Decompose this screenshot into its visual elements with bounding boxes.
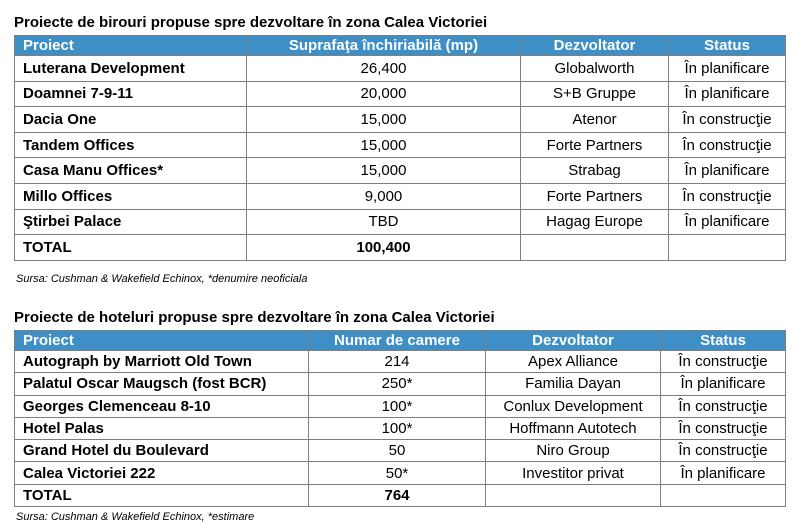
hotels-cell-developer: Hoffmann Autotech [486, 417, 661, 439]
hotels-cell-developer: Conlux Development [486, 395, 661, 417]
hotels-cell-status: În planificare [661, 373, 786, 395]
offices-cell-area: 15,000 [247, 107, 521, 133]
offices-header-project: Proiect [15, 36, 247, 56]
hotels-total-empty-cell [486, 484, 661, 506]
hotels-cell-project: Autograph by Marriott Old Town [15, 351, 309, 373]
table-row [15, 107, 786, 133]
offices-cell-area: 15,000 [247, 158, 521, 184]
table-row [15, 209, 786, 235]
hotels-header-project: Proiect [15, 331, 309, 351]
offices-cell-developer: Strabag [521, 158, 669, 184]
offices-cell-status: În planificare [669, 81, 786, 107]
hotels-cell-developer: Niro Group [486, 440, 661, 462]
hotels-cell-project: Georges Clemenceau 8-10 [15, 395, 309, 417]
hotels-cell-status: În construcţie [661, 417, 786, 439]
offices-cell-project: Luterana Development [15, 56, 247, 82]
table-row [15, 440, 786, 462]
offices-header-row [15, 36, 786, 56]
hotels-source-note: Sursa: Cushman & Wakefield Echinox, *estimare [16, 511, 255, 523]
offices-cell-developer: Hagag Europe [521, 209, 669, 235]
hotels-cell-status: În construcţie [661, 395, 786, 417]
offices-cell-project: Doamnei 7-9-11 [15, 81, 247, 107]
offices-header-area: Suprafaţa închiriabilă (mp) [247, 36, 521, 56]
offices-cell-developer: Forte Partners [521, 132, 669, 158]
table-row [15, 158, 786, 184]
offices-cell-status: În planificare [669, 56, 786, 82]
offices-cell-status: În construcţie [669, 183, 786, 209]
table-row [15, 81, 786, 107]
offices-cell-area: TBD [247, 209, 521, 235]
offices-cell-project: Ştirbei Palace [15, 209, 247, 235]
hotels-total-row [15, 484, 786, 506]
hotels-cell-status: În construcţie [661, 440, 786, 462]
offices-total-label: TOTAL [15, 235, 247, 261]
offices-total-empty-cell [669, 235, 786, 261]
hotels-header-row [15, 331, 786, 351]
table-row [15, 462, 786, 484]
offices-cell-developer: S+B Gruppe [521, 81, 669, 107]
offices-source-note: Sursa: Cushman & Wakefield Echinox, *denumire neoficiala [16, 273, 308, 285]
offices-total-row [15, 235, 786, 261]
offices-cell-status: În construcţie [669, 107, 786, 133]
offices-cell-project: Millo Offices [15, 183, 247, 209]
offices-total-empty-cell [521, 235, 669, 261]
table-row [15, 351, 786, 373]
hotels-cell-rooms: 100* [309, 417, 486, 439]
hotels-cell-rooms: 50 [309, 440, 486, 462]
table-row [15, 395, 786, 417]
hotels-cell-rooms: 214 [309, 351, 486, 373]
hotels-header-status: Status [661, 331, 786, 351]
table-row [15, 183, 786, 209]
offices-total-value: 100,400 [247, 235, 521, 261]
offices-cell-area: 20,000 [247, 81, 521, 107]
offices-cell-developer: Atenor [521, 107, 669, 133]
hotels-header-developer: Dezvoltator [486, 331, 661, 351]
hotels-cell-status: În construcţie [661, 351, 786, 373]
hotels-cell-developer: Familia Dayan [486, 373, 661, 395]
hotels-table [14, 330, 786, 507]
hotels-cell-developer: Apex Alliance [486, 351, 661, 373]
offices-cell-developer: Globalworth [521, 56, 669, 82]
table-row [15, 56, 786, 82]
offices-header-developer: Dezvoltator [521, 36, 669, 56]
offices-cell-area: 15,000 [247, 132, 521, 158]
offices-header-status: Status [669, 36, 786, 56]
offices-cell-status: În planificare [669, 209, 786, 235]
offices-table [14, 35, 786, 261]
hotels-cell-project: Hotel Palas [15, 417, 309, 439]
offices-cell-status: În planificare [669, 158, 786, 184]
offices-cell-developer: Forte Partners [521, 183, 669, 209]
hotels-cell-project: Palatul Oscar Maugsch (fost BCR) [15, 373, 309, 395]
hotels-header-rooms: Numar de camere [309, 331, 486, 351]
offices-cell-project: Tandem Offices [15, 132, 247, 158]
hotels-cell-developer: Investitor privat [486, 462, 661, 484]
hotels-total-label: TOTAL [15, 484, 309, 506]
table-row [15, 417, 786, 439]
hotels-cell-rooms: 250* [309, 373, 486, 395]
hotels-cell-status: În planificare [661, 462, 786, 484]
offices-table-title: Proiecte de birouri propuse spre dezvoltare în zona Calea Victoriei [14, 14, 488, 31]
hotels-table-title: Proiecte de hoteluri propuse spre dezvoltare în zona Calea Victoriei [14, 309, 495, 326]
hotels-cell-project: Calea Victoriei 222 [15, 462, 309, 484]
offices-cell-project: Casa Manu Offices* [15, 158, 247, 184]
offices-cell-area: 9,000 [247, 183, 521, 209]
offices-cell-area: 26,400 [247, 56, 521, 82]
offices-cell-project: Dacia One [15, 107, 247, 133]
offices-cell-status: În construcţie [669, 132, 786, 158]
hotels-total-value: 764 [309, 484, 486, 506]
hotels-cell-project: Grand Hotel du Boulevard [15, 440, 309, 462]
hotels-total-empty-cell [661, 484, 786, 506]
hotels-cell-rooms: 50* [309, 462, 486, 484]
hotels-cell-rooms: 100* [309, 395, 486, 417]
table-row [15, 373, 786, 395]
table-row [15, 132, 786, 158]
